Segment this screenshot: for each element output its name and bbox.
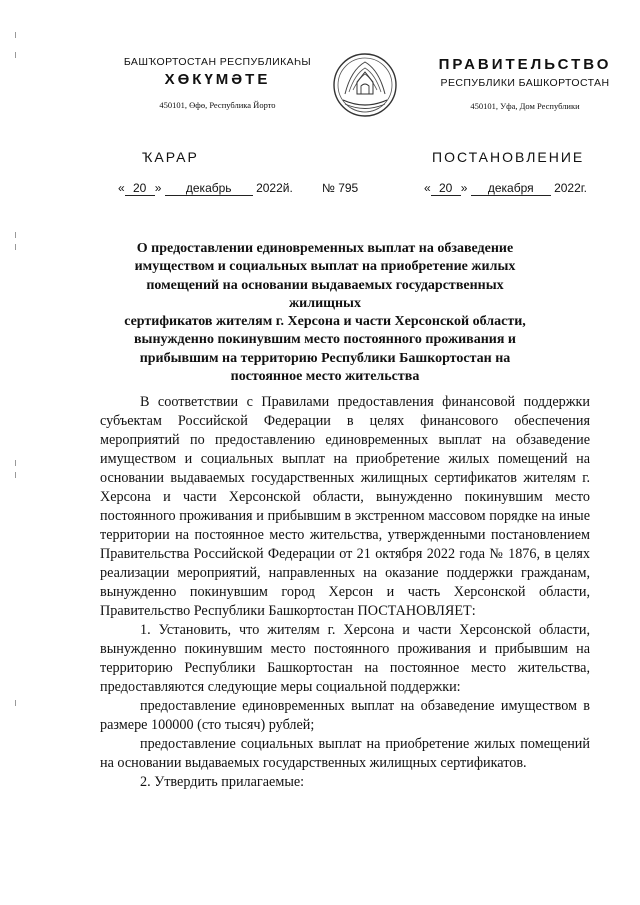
scan-mark (15, 460, 16, 466)
paragraph-subitem: предоставление социальных выплат на приобретение жилых помещений на основании выдаваемых государственных жилищных сертификатов. (100, 736, 590, 771)
doc-type-bashkir: ҠАРАР (142, 149, 199, 165)
document-body (100, 393, 590, 792)
coat-of-arms-icon (331, 50, 399, 120)
title-line: постоянное место жительства (230, 369, 420, 385)
paragraph-item-2: 2. Утвердить прилагаемые: (140, 774, 305, 790)
header-right-russian (420, 56, 630, 111)
date-year: 22г. (567, 181, 588, 195)
title-line: помещений на основании выдаваемых государственных жилищных (146, 277, 504, 311)
paragraph-preamble: В соответствии с Правилами предоставления финансовой поддержки субъектам Российской Федерации в целях финансового обеспечения мероприятий по предоставлению единовременных выплат на обзаведение имуществом и социальных выплат на приобретение жилых помещений на основании выдаваемых государственных жилищных сертификатов жителям г. Херсона и части Херсонской области, вынужденно покинувшим место постоянного проживания и прибывшим в экстренном массовом порядке на иные территории на постоянное место жительства, утвержденными постановлением Правительства Российской Федерации от 21 октября 2022 года № 1876, в целях реализации мероприятий, направленных на оказание поддержки гражданам, вынужденно покинувшим город Херсон и часть Херсонской области, Правительство Республики Башкортостан ПОСТАНОВЛЯЕТ: (100, 394, 590, 619)
header-left-bashkir (110, 56, 325, 110)
title-line: прибывшим на территорию Республики Башкортостан на (139, 350, 511, 366)
title-line: О предоставлении единовременных выплат на обзаведение (136, 241, 514, 256)
title-line: сертификатов жителям г. Херсона и части Херсонской области, (124, 314, 526, 330)
date-bashkir: « 20 » декабрь 2022й. (118, 181, 293, 195)
scan-mark (15, 232, 16, 238)
doc-type-russian: ПОСТАНОВЛЕНИЕ (432, 149, 585, 165)
scan-mark (15, 472, 16, 478)
scan-mark (15, 32, 16, 38)
scan-mark (15, 700, 16, 706)
date-day: 20 (125, 181, 155, 196)
org-government-russian: ПРАВИТЕЛЬСТВО (438, 56, 612, 73)
date-year: 22й. (269, 181, 293, 195)
title-line: имуществом и социальных выплат на приобретение жилых (134, 259, 516, 275)
address-russian: 450101, Уфа, Дом Республики (470, 101, 580, 111)
paragraph-item-1: 1. Установить, что жителям г. Херсона и части Херсонской области, вынужденно покинувшим место постоянного проживания и прибывшим на территорию Республики Башкортостан на постоянное место жительства, предоставляются следующие меры социальной поддержки: (100, 622, 590, 695)
date-day: 20 (431, 181, 461, 196)
org-government-bashkir: ХӨКҮМӘТЕ (164, 71, 271, 88)
title-line: вынужденно покинувшим место постоянного проживания и (133, 332, 516, 348)
date-russian: « 20 » декабря 2022г. (424, 181, 588, 195)
scan-mark (15, 244, 16, 250)
address-bashkir: 450101, Өфө, Республика Йорто (159, 100, 276, 110)
date-month: декабрь (165, 181, 253, 196)
document-number: № 795 (322, 181, 359, 195)
document-title (110, 240, 540, 386)
date-month: декабря (471, 181, 551, 196)
scan-mark (15, 52, 16, 58)
org-republic-russian: РЕСПУБЛИКИ БАШКОРТОСТАН (440, 77, 610, 89)
paragraph-subitem: предоставление единовременных выплат на обзаведение имуществом в размере 100000 (сто тысяч) рублей; (100, 698, 590, 733)
org-republic-bashkir: БАШҠОРТОСТАН РЕСПУБЛИКАҺЫ (123, 56, 312, 68)
